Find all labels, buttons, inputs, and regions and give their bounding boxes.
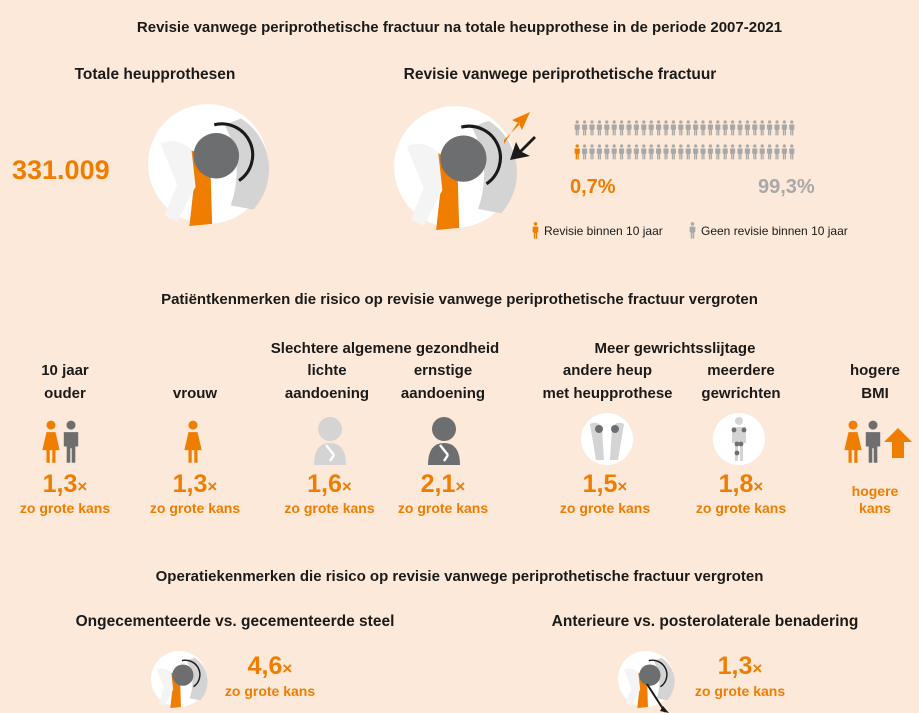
person-pictogram [693,120,698,135]
person-pictogram [656,120,661,135]
approach-value: 1,3 [717,652,753,680]
person-pictogram [634,120,639,135]
person-pictogram [671,120,676,135]
light-unit: × [341,477,352,496]
otherhip-multiplier [550,470,660,499]
joints-value: 1,8 [718,470,754,498]
cement-kans: zo grote kans [224,683,316,699]
person-pictogram [678,120,683,135]
arthrosis-group-label: Meer gewrichtsslijtage [594,340,756,357]
severe-value: 2,1 [420,470,456,498]
person-orange-icon [531,222,540,239]
age-kans: zo grote kans [19,500,111,516]
cement-unit: × [282,659,293,678]
person-pictogram [730,144,735,159]
person-pictogram [619,144,624,159]
legend-no-revision [688,222,848,239]
bmi-line1: hogere [849,362,900,379]
person-pictogram [730,120,735,135]
person-pictogram [649,144,654,159]
light-kans: zo grote kans [284,500,375,516]
hip-prosthesis-icon [146,102,270,226]
person-pictogram [597,120,602,135]
joints-line2: gewrichten [701,385,781,402]
light-line1: lichte [307,362,347,379]
people-grid [574,118,804,164]
sex-value: 1,3 [172,470,208,498]
person-pictogram [626,120,631,135]
person-pictogram [663,120,668,135]
sex-unit: × [207,477,218,496]
person-pictogram [715,120,720,135]
cement-value: 4,6 [247,652,283,680]
severe-line2: aandoening [400,385,486,402]
person-pictogram [686,144,691,159]
light-multiplier [272,470,387,499]
person-pictogram [774,120,779,135]
page-title: Revisie vanwege periprothetische fractuur na totale heupprothese in de periode 2007-2021 [136,19,783,36]
joints-multiplier [686,470,796,499]
person-pictogram [745,144,750,159]
person-pictogram [641,120,646,135]
otherhip-line1: andere heup [562,362,653,379]
cement-label: Ongecementeerde vs. gecementeerde steel [75,613,395,630]
anterior-approach-icon [617,650,681,713]
person-pictogram [774,144,779,159]
approach-kans: zo grote kans [694,683,786,699]
no-revision-percentage: 99,3% [758,176,815,198]
person-pictogram [789,120,794,135]
total-value: 331.009 [12,155,110,185]
age-unit: × [77,477,88,496]
person-pictogram [767,120,772,135]
person-pictogram [649,120,654,135]
person-pictogram [612,120,617,135]
light-line2: aandoening [284,385,370,402]
person-pictogram [678,144,683,159]
bmi-line2: BMI [861,385,889,402]
person-pictogram [641,144,646,159]
approach-unit: × [752,659,763,678]
person-pictogram [737,120,742,135]
age-line2: ouder [44,385,86,402]
sex-line2: vrouw [172,385,218,402]
person-pictogram [752,120,757,135]
legend-no-revision-label: Geen revisie binnen 10 jaar [701,223,848,238]
person-pictogram [700,120,705,135]
operation-heading: Operatiekenmerken die risico op revisie vanwege periprothetische fractuur vergroten [155,568,764,585]
person-pictogram [582,120,587,135]
person-pictogram [604,144,609,159]
health-group-label: Slechtere algemene gezondheid [270,340,500,357]
bmi-result1: hogere [851,483,899,499]
person-pictogram [619,120,624,135]
multiple-joints-icon [712,412,766,466]
patient-heading: Patiëntkenmerken die risico op revisie vanwege periprothetische fractuur vergroten [161,291,758,308]
woman-icon [184,420,204,466]
person-pictogram [656,144,661,159]
person-pictogram [693,144,698,159]
person-pictogram [737,144,742,159]
total-heading: Totale heupprothesen [74,66,236,83]
light-value: 1,6 [307,470,342,498]
person-pictogram [752,144,757,159]
person-pictogram [663,144,668,159]
otherhip-line2: met heupprothese [542,385,673,402]
up-arrow-icon [884,428,912,458]
person-pictogram [597,144,602,159]
person-pictogram [723,144,728,159]
person-pictogram [612,144,617,159]
legend-revision-label: Revisie binnen 10 jaar [544,223,663,238]
person-pictogram [604,120,609,135]
cement-multiplier [215,652,325,681]
age-line1: 10 jaar [41,362,89,379]
uncemented-stem-icon [150,650,210,710]
severe-condition-icon [424,415,464,465]
joints-unit: × [753,477,764,496]
age-icon [40,420,86,466]
hip-fracture-icon [392,100,542,230]
person-pictogram [626,144,631,159]
person-pictogram [589,120,594,135]
other-hip-icon [580,412,634,466]
person-pictogram [760,120,765,135]
person-pictogram [782,144,787,159]
bmi-result2: kans [859,500,891,516]
person-pictogram [686,120,691,135]
revision-percentage: 0,7% [570,176,616,198]
revision-heading: Revisie vanwege periprothetische fractuur [403,66,717,83]
otherhip-unit: × [617,477,628,496]
approach-label: Anterieure vs. posterolaterale benadering [551,613,859,630]
person-pictogram [767,144,772,159]
person-pictogram [700,144,705,159]
person-pictogram [723,120,728,135]
person-pictogram [789,144,794,159]
joints-kans: zo grote kans [695,500,787,516]
bmi-icon [842,420,914,466]
person-grey-icon [688,222,697,239]
person-pictogram [708,120,713,135]
person-pictogram [782,120,787,135]
severe-kans: zo grote kans [397,500,489,516]
otherhip-value: 1,5 [582,470,618,498]
person-pictogram [589,144,594,159]
age-multiplier [10,470,120,499]
person-pictogram [582,144,587,159]
light-condition-icon [310,415,350,465]
legend-revision [531,222,663,239]
person-pictogram [634,144,639,159]
approach-multiplier [685,652,795,681]
severe-multiplier [388,470,498,499]
sex-multiplier [140,470,250,499]
severe-line1: ernstige [413,362,473,379]
person-pictogram [760,144,765,159]
person-pictogram [575,144,580,159]
age-value: 1,3 [42,470,78,498]
joints-line1: meerdere [707,362,775,379]
severe-unit: × [455,477,466,496]
otherhip-kans: zo grote kans [559,500,651,516]
person-pictogram [715,144,720,159]
person-pictogram [708,144,713,159]
person-pictogram [575,120,580,135]
person-pictogram [745,120,750,135]
sex-kans: zo grote kans [149,500,241,516]
person-pictogram [671,144,676,159]
